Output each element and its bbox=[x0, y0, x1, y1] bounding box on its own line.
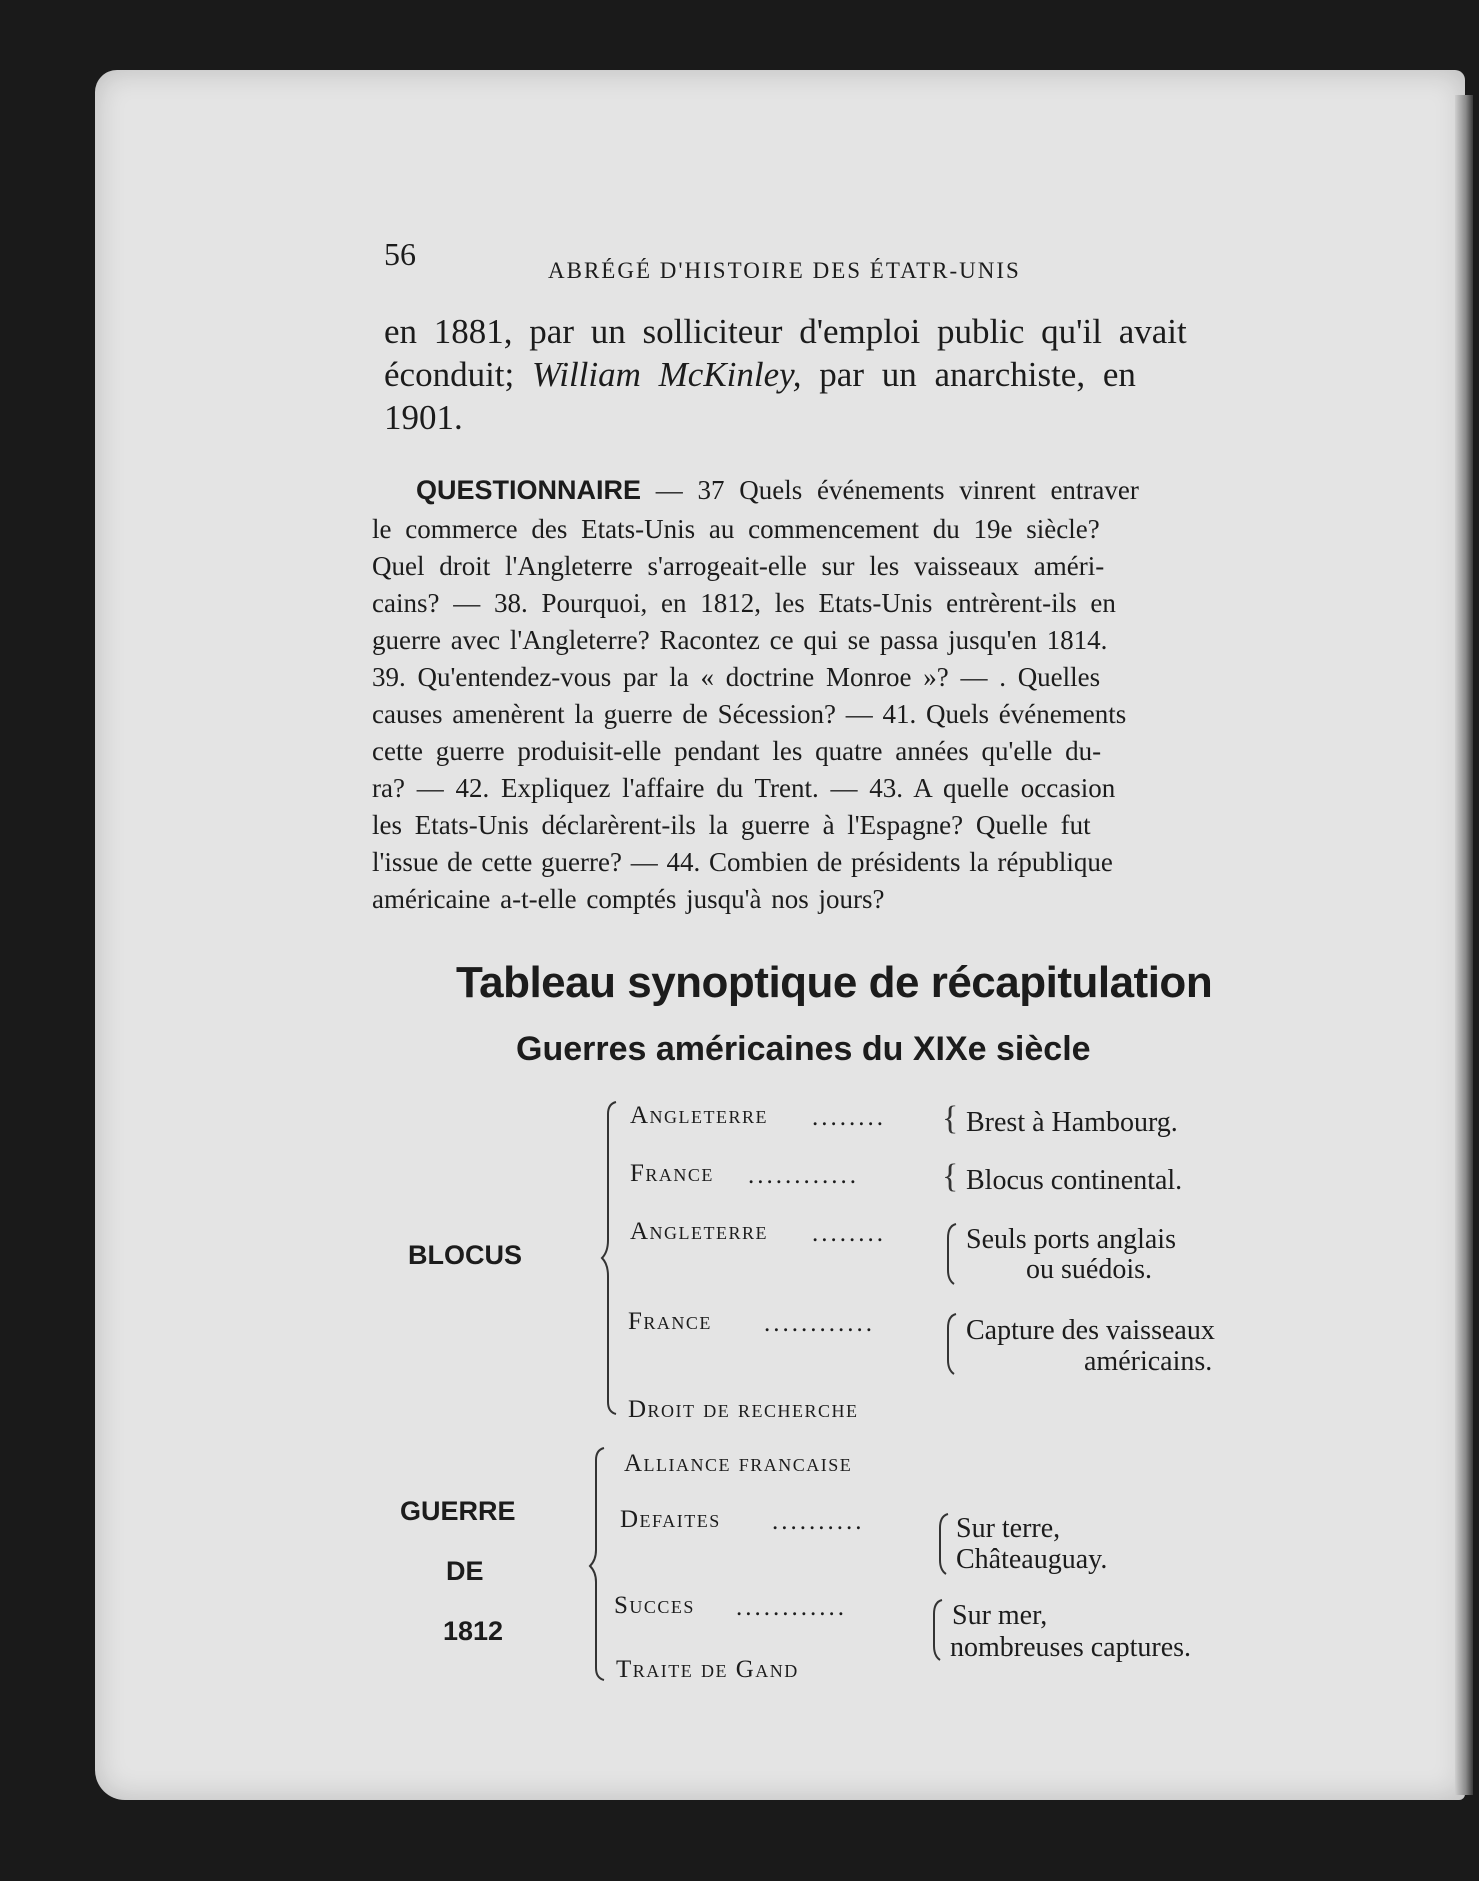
guerre-brace bbox=[590, 1446, 610, 1686]
intro-line-2-post: par un anarchiste, en bbox=[801, 355, 1136, 394]
questionnaire-line-9: ra? — 42. Expliquez l'affaire du Trent. — 43. A quelle occasion bbox=[372, 773, 1116, 803]
blocus-brace-1: { bbox=[942, 1100, 959, 1137]
blocus-bracket-4 bbox=[944, 1312, 958, 1376]
blocus-dots-2: ............ bbox=[748, 1162, 859, 1189]
guerre-label-2: DE bbox=[446, 1556, 484, 1586]
blocus-dots-1: ........ bbox=[812, 1104, 886, 1131]
table-title: Tableau synoptique de récapitulation bbox=[456, 958, 1213, 1007]
guerre-detail-2b: Châteauguay. bbox=[956, 1544, 1108, 1575]
guerre-detail-3b: nombreuses captures. bbox=[950, 1632, 1192, 1663]
blocus-detail-3a: Seuls ports anglais bbox=[966, 1224, 1176, 1255]
running-title: ABRÉGÉ D'HISTOIRE DES ÉTATR-UNIS bbox=[548, 258, 1021, 283]
guerre-entry-1: Alliance francaise bbox=[624, 1450, 853, 1477]
questionnaire-line-7: causes amenèrent la guerre de Sécession? — 41. Quels événements bbox=[372, 699, 1127, 729]
guerre-bracket-2 bbox=[936, 1512, 950, 1576]
guerre-entry-3: Succes bbox=[614, 1592, 695, 1619]
blocus-dots-3: ........ bbox=[812, 1220, 886, 1247]
guerre-entry-4: Traite de Gand bbox=[616, 1656, 799, 1683]
blocus-detail-1: Brest à Hambourg. bbox=[966, 1107, 1178, 1138]
guerre-bracket-3 bbox=[930, 1598, 944, 1662]
blocus-entry-3: Angleterre bbox=[630, 1218, 769, 1245]
intro-line-2 bbox=[384, 355, 1136, 395]
questionnaire-heading: QUESTIONNAIRE bbox=[416, 475, 642, 505]
questionnaire-line-2: le commerce des Etats-Unis au commencement du 19e siècle? bbox=[372, 514, 1100, 544]
guerre-dots-2: .......... bbox=[772, 1508, 865, 1535]
intro-line-3: 1901. bbox=[384, 398, 463, 437]
blocus-brace-2: { bbox=[942, 1158, 959, 1195]
guerre-detail-2a: Sur terre, bbox=[956, 1513, 1061, 1544]
questionnaire-line-4: cains? — 38. Pourquoi, en 1812, les Etats-Unis entrèrent-ils en bbox=[372, 588, 1116, 618]
intro-line-1: en 1881, par un solliciteur d'emploi public qu'il avait bbox=[384, 312, 1187, 351]
blocus-detail-2: Blocus continental. bbox=[966, 1165, 1183, 1196]
questionnaire-line-12: américaine a-t-elle comptés jusqu'à nos jours? bbox=[372, 884, 885, 914]
guerre-entry-2: Defaites bbox=[620, 1506, 721, 1533]
guerre-label-3: 1812 bbox=[443, 1616, 504, 1646]
blocus-detail-4b: américains. bbox=[1084, 1346, 1213, 1377]
blocus-dots-4: ............ bbox=[764, 1310, 875, 1337]
questionnaire-line-6: 39. Qu'entendez-vous par la « doctrine Monroe »? — . Quelles bbox=[372, 662, 1101, 692]
book-spine bbox=[1455, 95, 1473, 1795]
questionnaire-line-11: l'issue de cette guerre? — 44. Combien de présidents la république bbox=[372, 847, 1113, 877]
table-subtitle: Guerres américaines du XIXe siècle bbox=[516, 1030, 1091, 1068]
guerre-dots-3: ............ bbox=[736, 1594, 847, 1621]
questionnaire-line-10: les Etats-Unis déclarèrent-ils la guerre à l'Espagne? Quelle fut bbox=[372, 810, 1091, 840]
blocus-entry-4: France bbox=[628, 1308, 712, 1335]
questionnaire-line-1: QUESTIONNAIRE — 37 Quels événements vinrent entraver bbox=[416, 475, 1139, 505]
questionnaire-line-8: cette guerre produisit-elle pendant les quatre années qu'elle du- bbox=[372, 736, 1102, 766]
intro-line-2-pre: éconduit; bbox=[384, 355, 532, 394]
page-number: 56 bbox=[384, 236, 416, 272]
blocus-entry-5: Droit de recherche bbox=[628, 1396, 859, 1423]
blocus-brace bbox=[602, 1100, 622, 1420]
blocus-detail-4a: Capture des vaisseaux bbox=[966, 1315, 1215, 1346]
guerre-label-1: GUERRE bbox=[400, 1496, 516, 1526]
blocus-entry-1: Angleterre bbox=[630, 1102, 769, 1129]
guerre-detail-3a: Sur mer, bbox=[952, 1600, 1048, 1631]
blocus-label: BLOCUS bbox=[408, 1240, 522, 1270]
intro-italic-name: William McKinley, bbox=[532, 355, 802, 394]
blocus-bracket-3 bbox=[944, 1222, 958, 1286]
questionnaire-line-3: Quel droit l'Angleterre s'arrogeait-elle sur les vaisseaux améri- bbox=[372, 551, 1105, 581]
blocus-detail-3b: ou suédois. bbox=[1026, 1254, 1152, 1285]
blocus-entry-2: France bbox=[630, 1160, 714, 1187]
questionnaire-line-5: guerre avec l'Angleterre? Racontez ce qui se passa jusqu'en 1814. bbox=[372, 625, 1108, 655]
